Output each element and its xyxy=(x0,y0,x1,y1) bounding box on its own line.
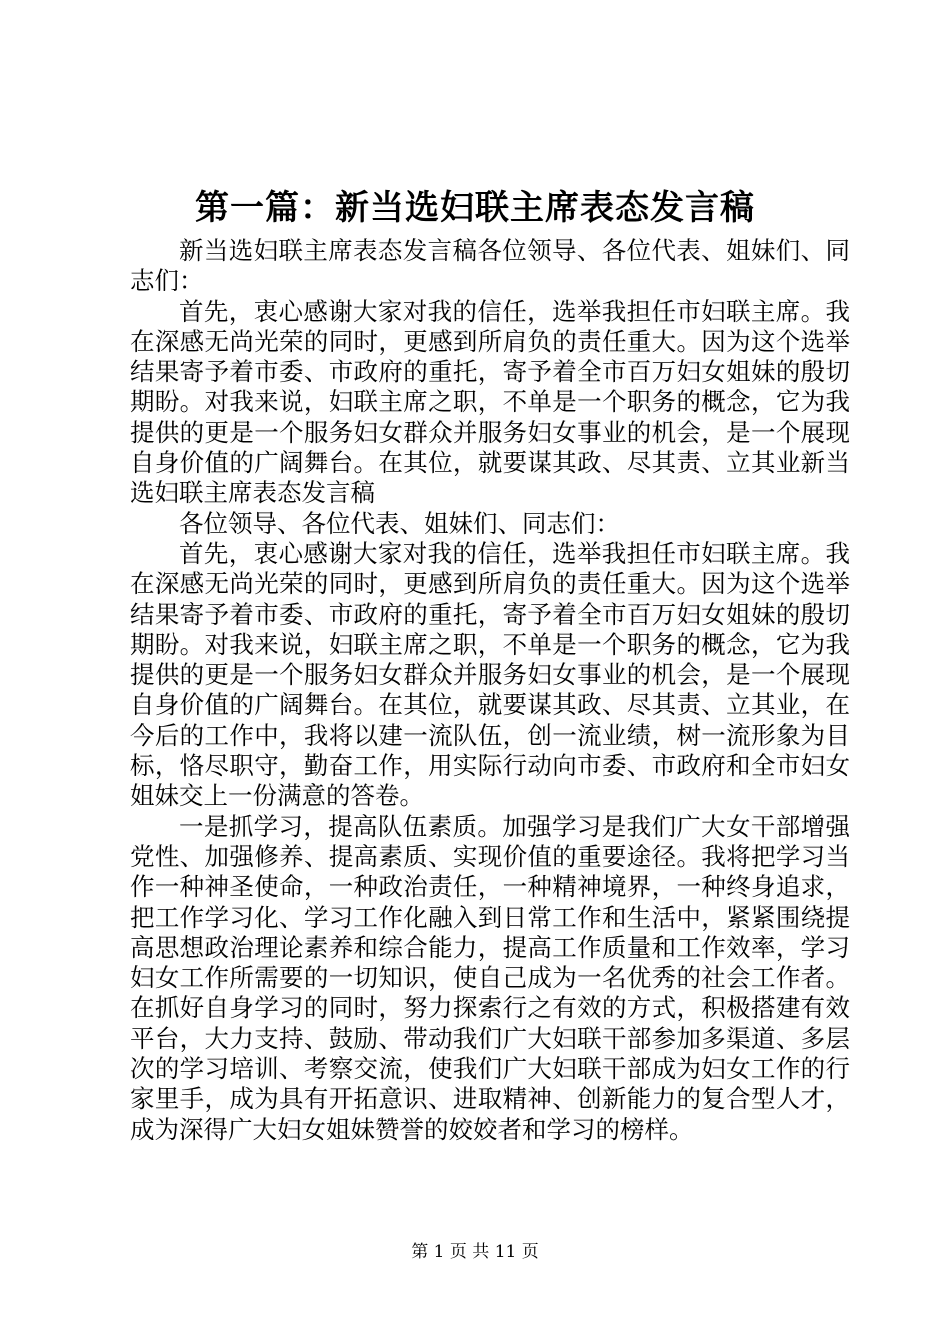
page-number-footer: 第 1 页 共 11 页 xyxy=(411,1242,539,1262)
paragraph-5: 一是抓学习，提高队伍素质。加强学习是我们广大女干部增强党性、加强修养、提高素质、实现价值的重要途径。我将把学习当作一种神圣使命，一种政治责任，一种精神境界，一种终身追求，把工作学习化、学习工作化融入到日常工作和生活中，紧紧围绕提高思想政治理论素养和综合能力，提高工作质量和工作效率，学习妇女工作所需要的一切知识，使自己成为一名优秀的社会工作者。在抓好自身学习的同时，努力探索行之有效的方式，积极搭建有效平台，大力支持、鼓励、带动我们广大妇联干部参加多渠道、多层次的学习培训、考察交流，使我们广大妇联干部成为妇女工作的行家里手，成为具有开拓意识、进取精神、创新能力的复合型人才，成为深得广大妇女姐妹赞誉的姣姣者和学习的榜样。 xyxy=(130,811,850,1144)
paragraph-3: 各位领导、各位代表、姐妹们、同志们： xyxy=(179,508,620,538)
document-body xyxy=(130,236,850,1145)
document-title: 第一篇：新当选妇联主席表态发言稿 xyxy=(195,188,755,228)
paragraph-4: 首先，衷心感谢大家对我的信任，选举我担任市妇联主席。我在深感无尚光荣的同时，更感到所肩负的责任重大。因为这个选举结果寄予着市委、市政府的重托，寄予着全市百万妇女姐妹的殷切期盼。对我来说，妇联主席之职，不单是一个职务的概念，它为我提供的更是一个服务妇女群众并服务妇女事业的机会，是一个展现自身价值的广阔舞台。在其位，就要谋其政、尽其责、立其业，在今后的工作中，我将以建一流队伍，创一流业绩，树一流形象为目标，恪尽职守，勤奋工作，用实际行动向市委、市政府和全市妇女姐妹交上一份满意的答卷。 xyxy=(130,538,850,811)
paragraph-1: 新当选妇联主席表态发言稿各位领导、各位代表、姐妹们、同志们： xyxy=(130,236,850,296)
paragraph-2: 首先，衷心感谢大家对我的信任，选举我担任市妇联主席。我在深感无尚光荣的同时，更感到所肩负的责任重大。因为这个选举结果寄予着市委、市政府的重托，寄予着全市百万妇女姐妹的殷切期盼。对我来说，妇联主席之职，不单是一个职务的概念，它为我提供的更是一个服务妇女群众并服务妇女事业的机会，是一个展现自身价值的广阔舞台。在其位，就要谋其政、尽其责、立其业新当选妇联主席表态发言稿 xyxy=(130,296,850,508)
